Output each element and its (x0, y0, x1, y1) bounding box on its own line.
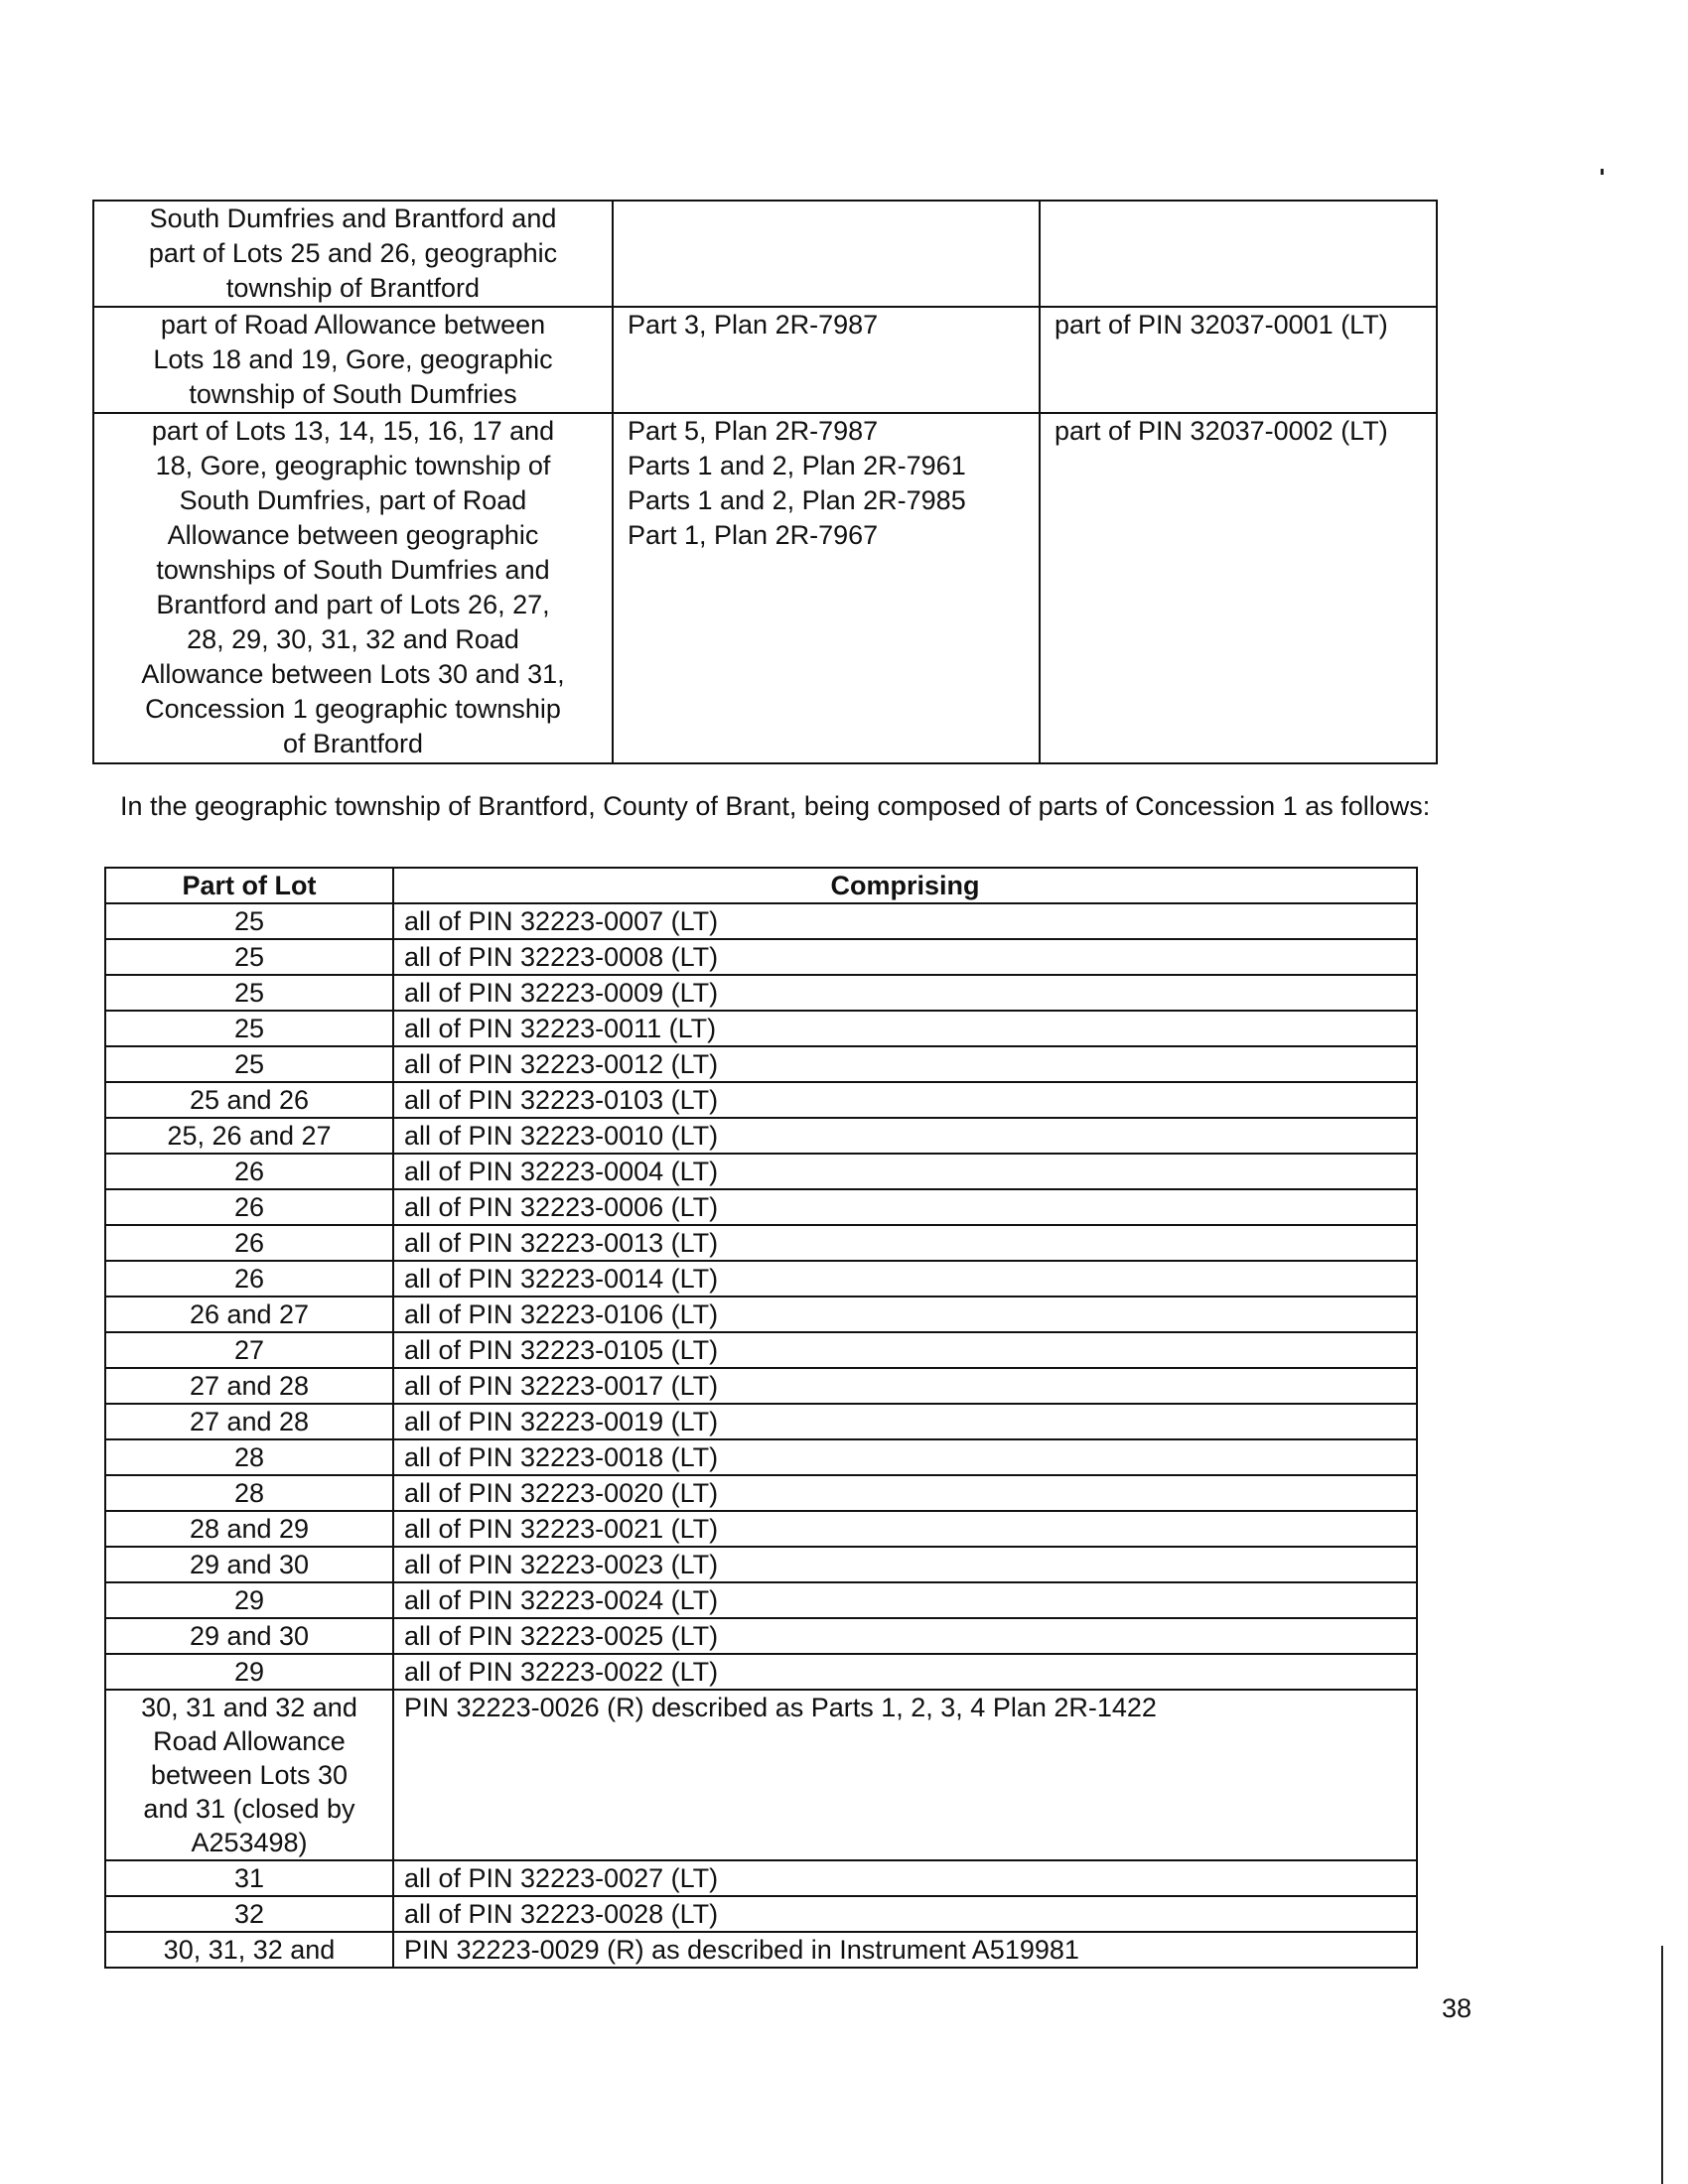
table-row (93, 307, 1437, 413)
lot-line: 29 and 30 (189, 1550, 310, 1579)
table-row (105, 903, 1417, 939)
table-row (105, 1154, 1417, 1189)
plan-line: Parts 1 and 2, Plan 2R-7985 (628, 485, 966, 515)
part-of-lot-cell (105, 1154, 393, 1189)
part-of-lot-cell (105, 1225, 393, 1261)
part-of-lot-cell (105, 1547, 393, 1582)
part-of-lot-cell (105, 1297, 393, 1332)
scan-artifact-line (1661, 1946, 1663, 2184)
lot-line: 29 and 30 (189, 1621, 310, 1651)
lot-line: 32 (233, 1899, 265, 1929)
comprising-cell: all of PIN 32223-0027 (LT) (393, 1860, 1417, 1896)
part-of-lot-cell (105, 1189, 393, 1225)
table-row (105, 1189, 1417, 1225)
lot-line: A253498) (191, 1828, 308, 1857)
part-of-lot-cell (105, 939, 393, 975)
plan-reference-cell (613, 307, 1040, 413)
lot-line: 30, 31, 32 and (163, 1935, 336, 1965)
comprising-cell: all of PIN 32223-0010 (LT) (393, 1118, 1417, 1154)
description-line: Brantford and part of Lots 26, 27, (156, 590, 550, 619)
table-row (93, 413, 1437, 763)
description-line: Lots 18 and 19, Gore, geographic (153, 344, 553, 374)
lot-line: 25 (233, 942, 265, 972)
comprising-cell: all of PIN 32223-0012 (LT) (393, 1046, 1417, 1082)
part-of-lot-cell (105, 1261, 393, 1297)
part-of-lot-cell (105, 1118, 393, 1154)
plan-reference-cell (613, 201, 1040, 307)
part-of-lot-cell (105, 1404, 393, 1439)
comprising-cell: all of PIN 32223-0008 (LT) (393, 939, 1417, 975)
lot-line: 25, 26 and 27 (167, 1121, 332, 1151)
lot-line: 25 (233, 1049, 265, 1079)
table-row (105, 1932, 1417, 1968)
comprising-cell: all of PIN 32223-0020 (LT) (393, 1475, 1417, 1511)
lot-line: 26 (233, 1157, 265, 1186)
table-row (105, 1011, 1417, 1046)
plan-line: Parts 1 and 2, Plan 2R-7961 (628, 451, 966, 480)
part-of-lot-cell (105, 1332, 393, 1368)
comprising-cell: all of PIN 32223-0022 (LT) (393, 1654, 1417, 1690)
description-line: part of Lots 13, 14, 15, 16, 17 and (151, 416, 555, 446)
description-line: township of South Dumfries (189, 379, 517, 409)
pin-cell: part of PIN 32037-0002 (LT) (1040, 413, 1437, 763)
table-row (105, 1225, 1417, 1261)
part-of-lot-cell (105, 1011, 393, 1046)
comprising-cell: all of PIN 32223-0019 (LT) (393, 1404, 1417, 1439)
lot-line: 27 and 28 (189, 1407, 310, 1436)
lot-line: 29 (233, 1657, 265, 1687)
table-row (105, 1261, 1417, 1297)
lot-line: between Lots 30 (150, 1760, 349, 1790)
comprising-cell: all of PIN 32223-0014 (LT) (393, 1261, 1417, 1297)
description-line: Allowance between Lots 30 and 31, (141, 659, 565, 689)
part-of-lot-cell (105, 1046, 393, 1082)
part-of-lot-cell (105, 1439, 393, 1475)
table-row (105, 1368, 1417, 1404)
comprising-cell: all of PIN 32223-0103 (LT) (393, 1082, 1417, 1118)
lot-line: 26 and 27 (189, 1299, 310, 1329)
comprising-cell: all of PIN 32223-0006 (LT) (393, 1189, 1417, 1225)
description-line: Allowance between geographic (167, 520, 539, 550)
description-line: Concession 1 geographic township (145, 694, 561, 724)
table-row (105, 1690, 1417, 1860)
lot-line: 25 (233, 1014, 265, 1043)
table-row (105, 1297, 1417, 1332)
description-line: townships of South Dumfries and (156, 555, 550, 585)
lot-line: and 31 (closed by (143, 1794, 355, 1824)
comprising-cell: all of PIN 32223-0106 (LT) (393, 1297, 1417, 1332)
part-of-lot-table (104, 867, 1418, 1969)
part-of-lot-cell (105, 1932, 393, 1968)
description-line: South Dumfries and Brantford and (149, 204, 557, 233)
table-row (105, 1896, 1417, 1932)
comprising-cell: PIN 32223-0026 (R) described as Parts 1, 2, 3, 4 Plan 2R-1422 (393, 1690, 1417, 1860)
table-row (93, 201, 1437, 307)
lot-line: 25 (233, 978, 265, 1008)
lot-line: 25 (233, 906, 265, 936)
description-line: 18, Gore, geographic township of (155, 451, 551, 480)
description-line: township of Brantford (225, 273, 481, 303)
part-of-lot-cell (105, 903, 393, 939)
comprising-cell: all of PIN 32223-0021 (LT) (393, 1511, 1417, 1547)
description-line: part of Road Allowance between (160, 310, 546, 340)
table-row (105, 1860, 1417, 1896)
land-description-table-continued (92, 200, 1438, 764)
table-row (105, 1582, 1417, 1618)
pin-cell (1040, 201, 1437, 307)
part-of-lot-cell (105, 1082, 393, 1118)
table-row (105, 1404, 1417, 1439)
comprising-cell: all of PIN 32223-0024 (LT) (393, 1582, 1417, 1618)
table-row (105, 1332, 1417, 1368)
plan-line: Part 5, Plan 2R-7987 (628, 416, 879, 446)
comprising-cell: all of PIN 32223-0013 (LT) (393, 1225, 1417, 1261)
table-row (105, 1046, 1417, 1082)
header-part-of-lot: Part of Lot (105, 868, 393, 903)
lot-line: 27 and 28 (189, 1371, 310, 1401)
comprising-cell: all of PIN 32223-0011 (LT) (393, 1011, 1417, 1046)
comprising-cell: PIN 32223-0029 (R) as described in Instrument A519981 (393, 1932, 1417, 1968)
lot-line: 30, 31 and 32 and (141, 1693, 357, 1722)
lot-line: Road Allowance (153, 1726, 346, 1756)
lot-line: 25 and 26 (189, 1085, 310, 1115)
description-line: 28, 29, 30, 31, 32 and Road (187, 624, 519, 654)
page-number: 38 (1442, 1993, 1473, 2023)
lot-line: 31 (233, 1863, 265, 1893)
part-of-lot-cell (105, 975, 393, 1011)
table-row (105, 1618, 1417, 1654)
table-header-row (105, 868, 1417, 903)
part-of-lot-cell (105, 1582, 393, 1618)
lot-line: 29 (233, 1585, 265, 1615)
table-row (105, 939, 1417, 975)
lot-line: 28 and 29 (189, 1514, 310, 1544)
table-row (105, 1118, 1417, 1154)
lot-line: 26 (233, 1192, 265, 1222)
table-row (105, 1082, 1417, 1118)
concession-intro-paragraph: In the geographic township of Brantford, County of Brant, being composed of parts of Concession 1 as follows: (120, 791, 1431, 821)
lot-line: 26 (233, 1264, 265, 1294)
scan-artifact-dot (1601, 169, 1604, 175)
part-of-lot-cell (105, 1654, 393, 1690)
lands-description-cell (93, 201, 613, 307)
part-of-lot-cell (105, 1860, 393, 1896)
part-of-lot-cell (105, 1896, 393, 1932)
comprising-cell: all of PIN 32223-0017 (LT) (393, 1368, 1417, 1404)
part-of-lot-cell (105, 1511, 393, 1547)
pin-cell: part of PIN 32037-0001 (LT) (1040, 307, 1437, 413)
header-comprising: Comprising (393, 868, 1417, 903)
comprising-cell: all of PIN 32223-0028 (LT) (393, 1896, 1417, 1932)
comprising-cell: all of PIN 32223-0025 (LT) (393, 1618, 1417, 1654)
lands-description-cell (93, 307, 613, 413)
comprising-cell: all of PIN 32223-0009 (LT) (393, 975, 1417, 1011)
lot-line: 26 (233, 1228, 265, 1258)
comprising-cell: all of PIN 32223-0018 (LT) (393, 1439, 1417, 1475)
plan-line: Part 3, Plan 2R-7987 (628, 310, 879, 340)
part-of-lot-cell (105, 1618, 393, 1654)
lot-line: 28 (233, 1442, 265, 1472)
description-line: South Dumfries, part of Road (179, 485, 527, 515)
table-row (105, 1511, 1417, 1547)
lot-line: 28 (233, 1478, 265, 1508)
plan-reference-cell (613, 413, 1040, 763)
table-row (105, 975, 1417, 1011)
lot-line: 27 (233, 1335, 265, 1365)
table-row (105, 1475, 1417, 1511)
part-of-lot-cell (105, 1368, 393, 1404)
plan-line: Part 1, Plan 2R-7967 (628, 520, 879, 550)
part-of-lot-cell (105, 1690, 393, 1860)
part-of-lot-cell (105, 1475, 393, 1511)
lands-description-cell (93, 413, 613, 763)
table-row (105, 1547, 1417, 1582)
description-line: of Brantford (282, 729, 424, 758)
comprising-cell: all of PIN 32223-0007 (LT) (393, 903, 1417, 939)
description-line: part of Lots 25 and 26, geographic (148, 238, 558, 268)
table-row (105, 1654, 1417, 1690)
comprising-cell: all of PIN 32223-0023 (LT) (393, 1547, 1417, 1582)
comprising-cell: all of PIN 32223-0105 (LT) (393, 1332, 1417, 1368)
table-row (105, 1439, 1417, 1475)
comprising-cell: all of PIN 32223-0004 (LT) (393, 1154, 1417, 1189)
